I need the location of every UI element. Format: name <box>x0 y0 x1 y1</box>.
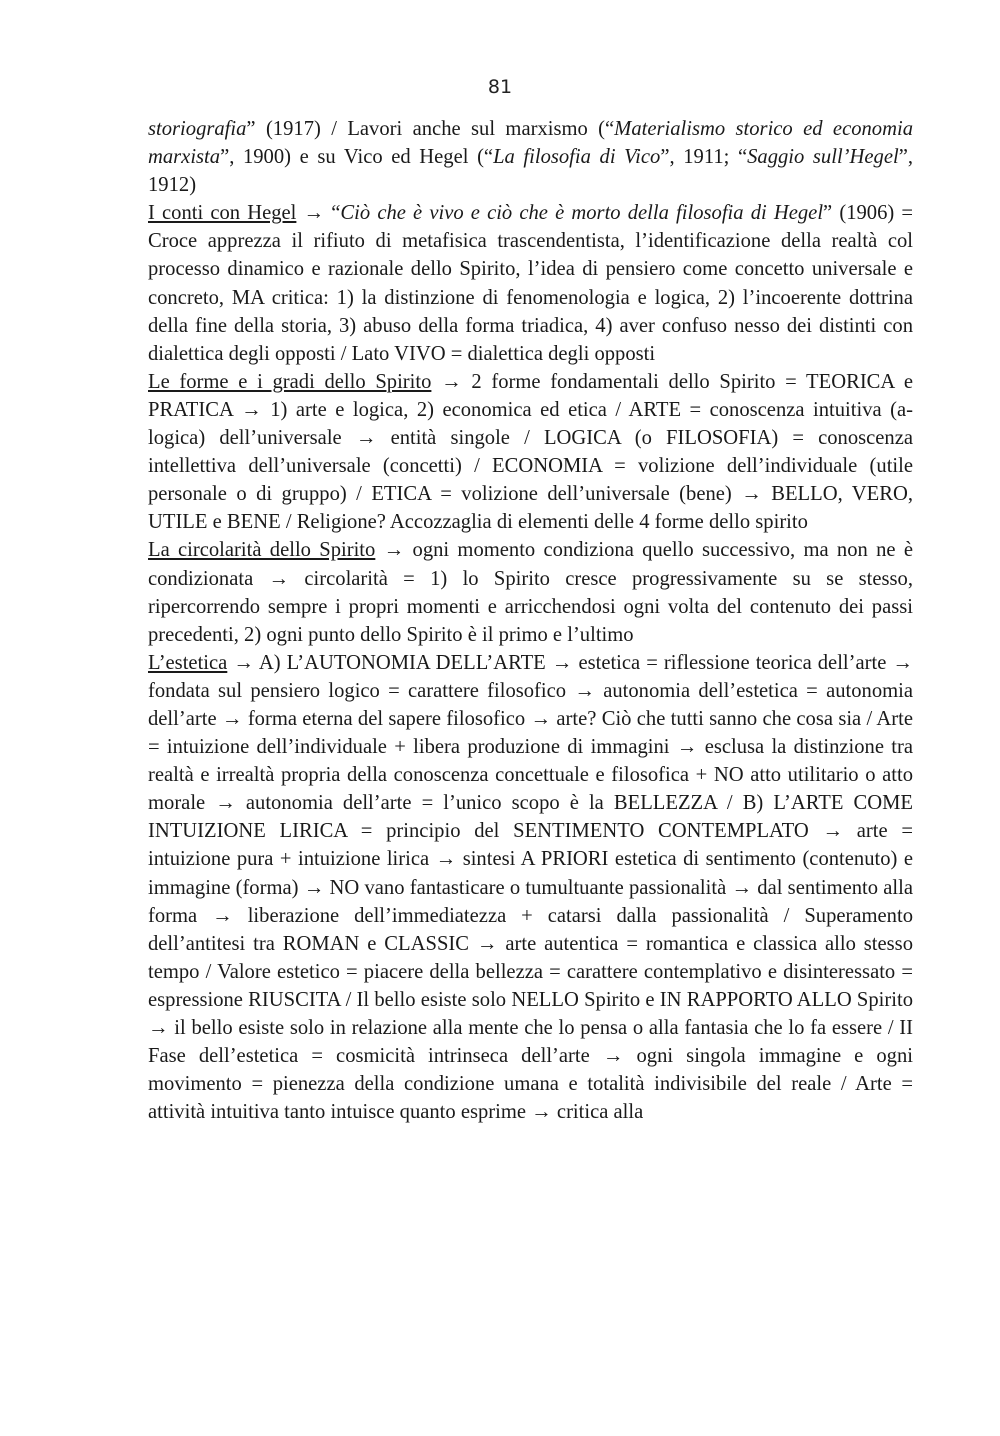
text-span: → “ <box>296 202 341 225</box>
text-span: ”, 1900) e su Vico ed Hegel (“ <box>220 146 494 169</box>
italic-title: storiografia <box>148 118 247 140</box>
text-span: ”, 1911; “ <box>660 146 748 169</box>
section-heading: I conti con Hegel <box>148 202 297 225</box>
paragraph-estetica <box>148 649 913 1127</box>
body-text <box>148 115 913 1126</box>
text-span: ” (1917) / Lavori anche sul marxismo (“ <box>246 118 615 140</box>
text-span: → ogni momento condiziona quello successivo, ma non ne è condizionata → circolarità = 1) lo Spirito cresce progressivamente su se stesso, ripercorrendo sempre i propri momenti e arricchendosi ogni volta del contenuto dei passi precedenti, 2) ogni punto dello Spirito è il primo e l’ultimo <box>148 539 913 646</box>
page-number: 81 <box>487 76 513 98</box>
paragraph-hegel <box>148 199 913 368</box>
section-heading: Le forme e i gradi dello Spirito <box>148 370 432 393</box>
text-span: → A) L’AUTONOMIA DELL’ARTE → estetica = riflessione teorica dell’arte → fondata sul pensiero logico = carattere filosofico → autonomia dell’estetica = autonomia dell’arte → forma eterna del sapere filosofico → arte? Ciò che tutti sanno che cosa sia / Arte = intuizione dell’individuale + libera produzione di immagini → esclusa la distinzione tra realtà e irrealtà propria della conoscenza concettuale e filosofica + NO atto utilitario o atto morale → autonomia dell’arte = l’unico scopo è la BELLEZZA / B) L’ARTE COME INTUIZIONE LIRICA = principio del SENTIMENTO CONTEMPLATO → arte = intuizione pura + intuizione lirica → sintesi A PRIORI estetica di sentimento (contenuto) e immagine (forma) → NO vano fantasticare o tumultuante passionalità → dal sentimento alla forma → liberazione dell’immediatezza + catarsi dalla passionalità / Superamento dell’antitesi tra ROMAN e CLASSIC → arte autentica = romantica e classica allo stesso tempo / Valore estetico = piacere della bellezza = carattere contemplativo e disinteressato = espressione RIUSCITA / Il bello esiste solo NELLO Spirito e IN RAPPORTO ALLO Spirito → il bello esiste solo in relazione alla mente che lo pensa o alla fantasia che lo fa essere / II Fase dell’estetica = cosmicità intrinseca dell’arte → ogni singola immagine e ogni movimento = pienezza della condizione umana e totalità indivisibile del reale / Arte = attività intuitiva tanto intuisce quanto esprime → critica alla <box>148 651 913 1124</box>
italic-title: Materialismo storico ed economia marxista <box>148 118 913 169</box>
italic-title: La filosofia di Vico <box>493 146 661 169</box>
italic-title: Ciò che è vivo e ciò che è morto della filosofia di Hegel <box>340 202 824 225</box>
text-span: ”, 1912) <box>148 146 913 197</box>
paragraph-forme <box>148 368 913 537</box>
paragraph-circolarita <box>148 536 913 648</box>
paragraph-intro <box>148 115 913 199</box>
italic-title: Saggio sull’Hegel <box>747 146 899 169</box>
section-heading: L’estetica <box>148 651 228 674</box>
text-span: → 2 forme fondamentali dello Spirito = TEORICA e PRATICA → 1) arte e logica, 2) economica ed etica / ARTE = conoscenza intuitiva (a-logica) dell’universale → entità singole / LOGICA (o FILOSOFIA) = conoscenza intellettiva dell’universale (concetti) / ECONOMIA = volizione dell’individuale (utile personale o di gruppo) / ETICA = volizione dell’universale (bene) → BELLO, VERO, UTILE e BENE / Religione? Accozzaglia di elementi delle 4 forme dello spirito <box>148 370 913 534</box>
section-heading: La circolarità dello Spirito <box>148 539 376 562</box>
text-span: ” (1906) = Croce apprezza il rifiuto di metafisica trascendentista, l’identificazione della realtà col processo dinamico e razionale dello Spirito, l’idea di pensiero come concetto universale e concreto, MA critica: 1) la distinzione di fenomenologia e logica, 2) l’incoerente dottrina della fine della storia, 3) abuso della forma triadica, 4) aver confuso nesso dei distinti con dialettica degli opposti / Lato VIVO = dialettica degli opposti <box>148 202 913 365</box>
